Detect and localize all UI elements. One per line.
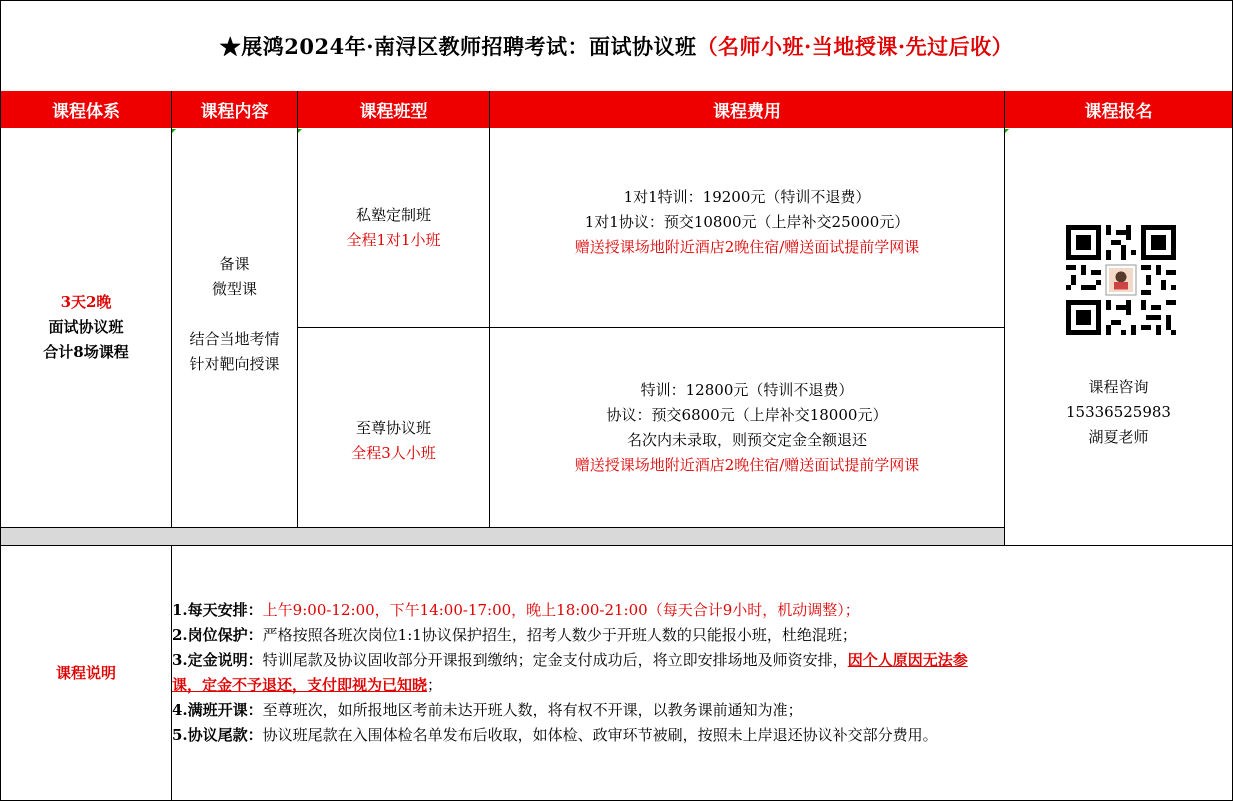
- class-name: 私塾定制班: [355, 205, 431, 224]
- note-text: 上午9:00-12:00，下午14:00-17:00，晚上18:00-21:00（每天合计9小时，机动调整）；: [262, 601, 860, 619]
- note-text: 严格按照各班次岗位1:1协议保护招生，招考人数少于开班人数的只能报小班，杜绝混班；: [262, 626, 857, 644]
- note-highlight: 因个人原因无法参: [847, 651, 968, 669]
- sep-col4: [1004, 128, 1005, 546]
- qr-code-icon: [1066, 225, 1176, 335]
- note-item: [172, 723, 1222, 748]
- note-key: 5.协议尾款：: [172, 726, 263, 744]
- fee-line: 特训：12800元（特训不退费）: [640, 380, 854, 399]
- class-name: 至尊协议班: [355, 418, 431, 437]
- class-subtitle: 全程1对1小班: [346, 230, 441, 249]
- note-text: 特训尾款及协议固收部分开课报到缴纳；定金支付成功后，将立即安排场地及师资安排，: [262, 651, 848, 669]
- class-type-supreme: [298, 328, 489, 527]
- fee-gift: 赠送授课场地附近酒店2晚住宿/赠送面试提前学网课: [574, 455, 920, 474]
- course-content-cell: [172, 128, 297, 527]
- gray-spacer: [1, 528, 1004, 546]
- note-text: 至尊班次，如所报地区考前未达开班人数，将有权不开课，以教务课前通知为准；: [262, 701, 803, 719]
- signup-teacher: 湖夏老师: [1088, 427, 1149, 446]
- class-subtitle: 全程3人小班: [351, 443, 436, 462]
- course-system-cell: [1, 128, 171, 527]
- note-tail: ；: [427, 676, 443, 694]
- content-line: 结合当地考情: [189, 329, 280, 348]
- row-divider-notes: [0, 545, 1233, 546]
- header-signup: 课程报名: [1004, 91, 1233, 128]
- signup-phone[interactable]: 15336525983: [1066, 402, 1171, 421]
- header-course-fee: 课程费用: [489, 91, 1004, 128]
- notes-title-text: 课程说明: [55, 663, 116, 682]
- fee-line: 1对1协议：预交10800元（上岸补交25000元）: [584, 213, 910, 231]
- cell-marker: [1005, 129, 1009, 133]
- fee-cell-private: [490, 128, 1004, 327]
- note-highlight: 课，定金不予退还，支付即视为已知晓: [172, 676, 428, 694]
- notes-body: [172, 598, 1222, 748]
- title-highlight: （名师小班·当地授课·先过后收）: [696, 34, 1014, 59]
- header-course-content: 课程内容: [171, 91, 297, 128]
- table-header: [0, 91, 1233, 128]
- system-duration: 3天2晚: [60, 293, 112, 311]
- class-type-private: [298, 128, 489, 327]
- content-line: 针对靶向授课: [189, 354, 280, 373]
- note-item: [172, 623, 1222, 648]
- note-item: [172, 648, 1222, 673]
- note-item: [172, 698, 1222, 723]
- content-line: 微型课: [211, 279, 257, 298]
- header-course-system: 课程体系: [0, 91, 171, 128]
- fee-gift: 赠送授课场地附近酒店2晚住宿/赠送面试提前学网课: [574, 238, 920, 256]
- fee-line: 名次内未录取，则预交定金全额退还: [626, 430, 867, 449]
- notes-title: [1, 546, 171, 800]
- note-text: 协议班尾款在入围体检名单发布后收取，如体检、政审环节被刷，按照未上岸退还协议补交部分费用。: [262, 726, 938, 744]
- fee-cell-supreme: [490, 328, 1004, 527]
- note-key: 3.定金说明：: [172, 651, 263, 669]
- page-title: [0, 0, 1233, 91]
- note-key: 2.岗位保护：: [172, 626, 263, 644]
- system-session-count: 合计8场课程: [43, 343, 129, 361]
- fee-line: 协议：预交6800元（上岸补交18000元）: [606, 405, 888, 424]
- system-class-name: 面试协议班: [48, 318, 124, 336]
- fee-line: 1对1特训：19200元（特训不退费）: [623, 188, 871, 206]
- content-line: 备课: [219, 254, 250, 273]
- signup-label: 课程咨询: [1088, 377, 1149, 396]
- note-item-continued: [172, 673, 1222, 698]
- note-key: 1.每天安排：: [172, 601, 263, 619]
- title-main: ★展鸿2024年·南浔区教师招聘考试：面试协议班: [219, 34, 697, 59]
- note-item: [172, 598, 1222, 623]
- signup-contact: [1005, 372, 1232, 452]
- header-class-type: 课程班型: [297, 91, 489, 128]
- note-key: 4.满班开课：: [172, 701, 263, 719]
